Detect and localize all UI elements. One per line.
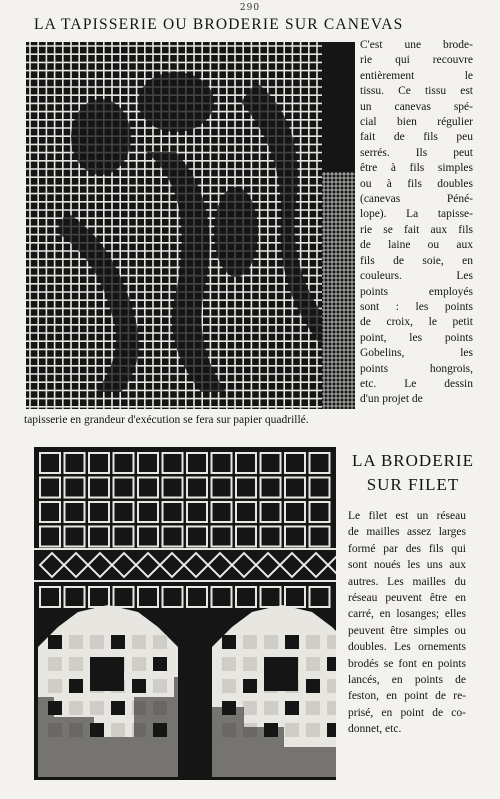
text-line: sont : les points [360, 300, 473, 313]
text-line: Gobelins, les [360, 347, 473, 360]
section-title-tapisserie: LA TAPISSERIE OU BRODERIE SUR CANEVAS [34, 16, 404, 33]
text-line: rie se fait aux fils [360, 223, 473, 236]
page-number: 290 [239, 3, 261, 13]
tapisserie-text-column [360, 38, 473, 408]
text-line: de croix, le petit [360, 316, 473, 329]
text-line: sont noués les uns aux [348, 559, 466, 572]
text-line: rie qui recouvre [360, 54, 473, 67]
text-line: Le filet est un réseau [348, 510, 466, 522]
text-line: etc. Le dessin [360, 377, 473, 390]
text-line: ou à fils doubles [360, 177, 473, 190]
text-line: tissu. Ce tissu est [360, 85, 473, 98]
floral-motif [56, 72, 326, 392]
text-line: d'un projet de [360, 393, 423, 406]
text-line: (canevas Péné- [360, 193, 473, 206]
tapisserie-closing-line: tapisserie en grandeur d'exécution se fera sur papier quadrillé. [24, 414, 309, 426]
text-line: formé par des fils qui [348, 542, 466, 555]
diamond-mesh-band [34, 549, 336, 581]
filet-text-column [348, 508, 466, 738]
text-line: point, les points [360, 331, 473, 344]
text-line: prisé, en point de co- [348, 706, 466, 719]
text-line: carré, en losanges; elles [348, 608, 466, 621]
text-line: un canevas spé- [360, 100, 473, 113]
text-line: fils de soie, en [360, 254, 473, 267]
embroidered-arch-motifs [34, 605, 336, 780]
text-line: serrés. Ils peut [360, 146, 473, 159]
text-line: brodés se font en points [348, 657, 466, 670]
text-line: lancés, en points de [348, 674, 466, 687]
text-line: réseau peuvent être en [348, 592, 466, 605]
text-line: donnet, etc. [348, 723, 402, 736]
text-line: doubles. Les ornements [348, 641, 466, 654]
text-line: lope). La tapisse- [360, 208, 473, 221]
section-title-filet [348, 449, 478, 497]
tapestry-canvas-illustration [26, 42, 355, 409]
text-line: points hongrois, [360, 362, 473, 375]
text-line: de mailles assez larges [348, 526, 466, 539]
text-line: peuvent être simples ou [348, 624, 466, 637]
text-line: feston, en point de re- [348, 690, 466, 703]
text-line: cial bien régulier [360, 116, 473, 129]
filet-lace-illustration [34, 447, 336, 780]
filet-net-pattern [34, 447, 336, 780]
text-line: entièrement le [360, 69, 473, 82]
text-line: couleurs. Les [360, 270, 473, 283]
section-title-filet-line1: LA BRODERIE [352, 451, 474, 470]
section-title-filet-line2: SUR FILET [366, 475, 460, 494]
tapestry-canvas-grid [26, 42, 355, 409]
text-line: points employés [360, 285, 473, 298]
text-line: être à fils simples [360, 162, 473, 175]
text-line: C'est une brode- [360, 39, 473, 51]
text-line: fait de fils peu [360, 131, 473, 144]
text-line: autres. Les mailles du [348, 575, 466, 588]
text-line: de laine ou aux [360, 239, 473, 252]
